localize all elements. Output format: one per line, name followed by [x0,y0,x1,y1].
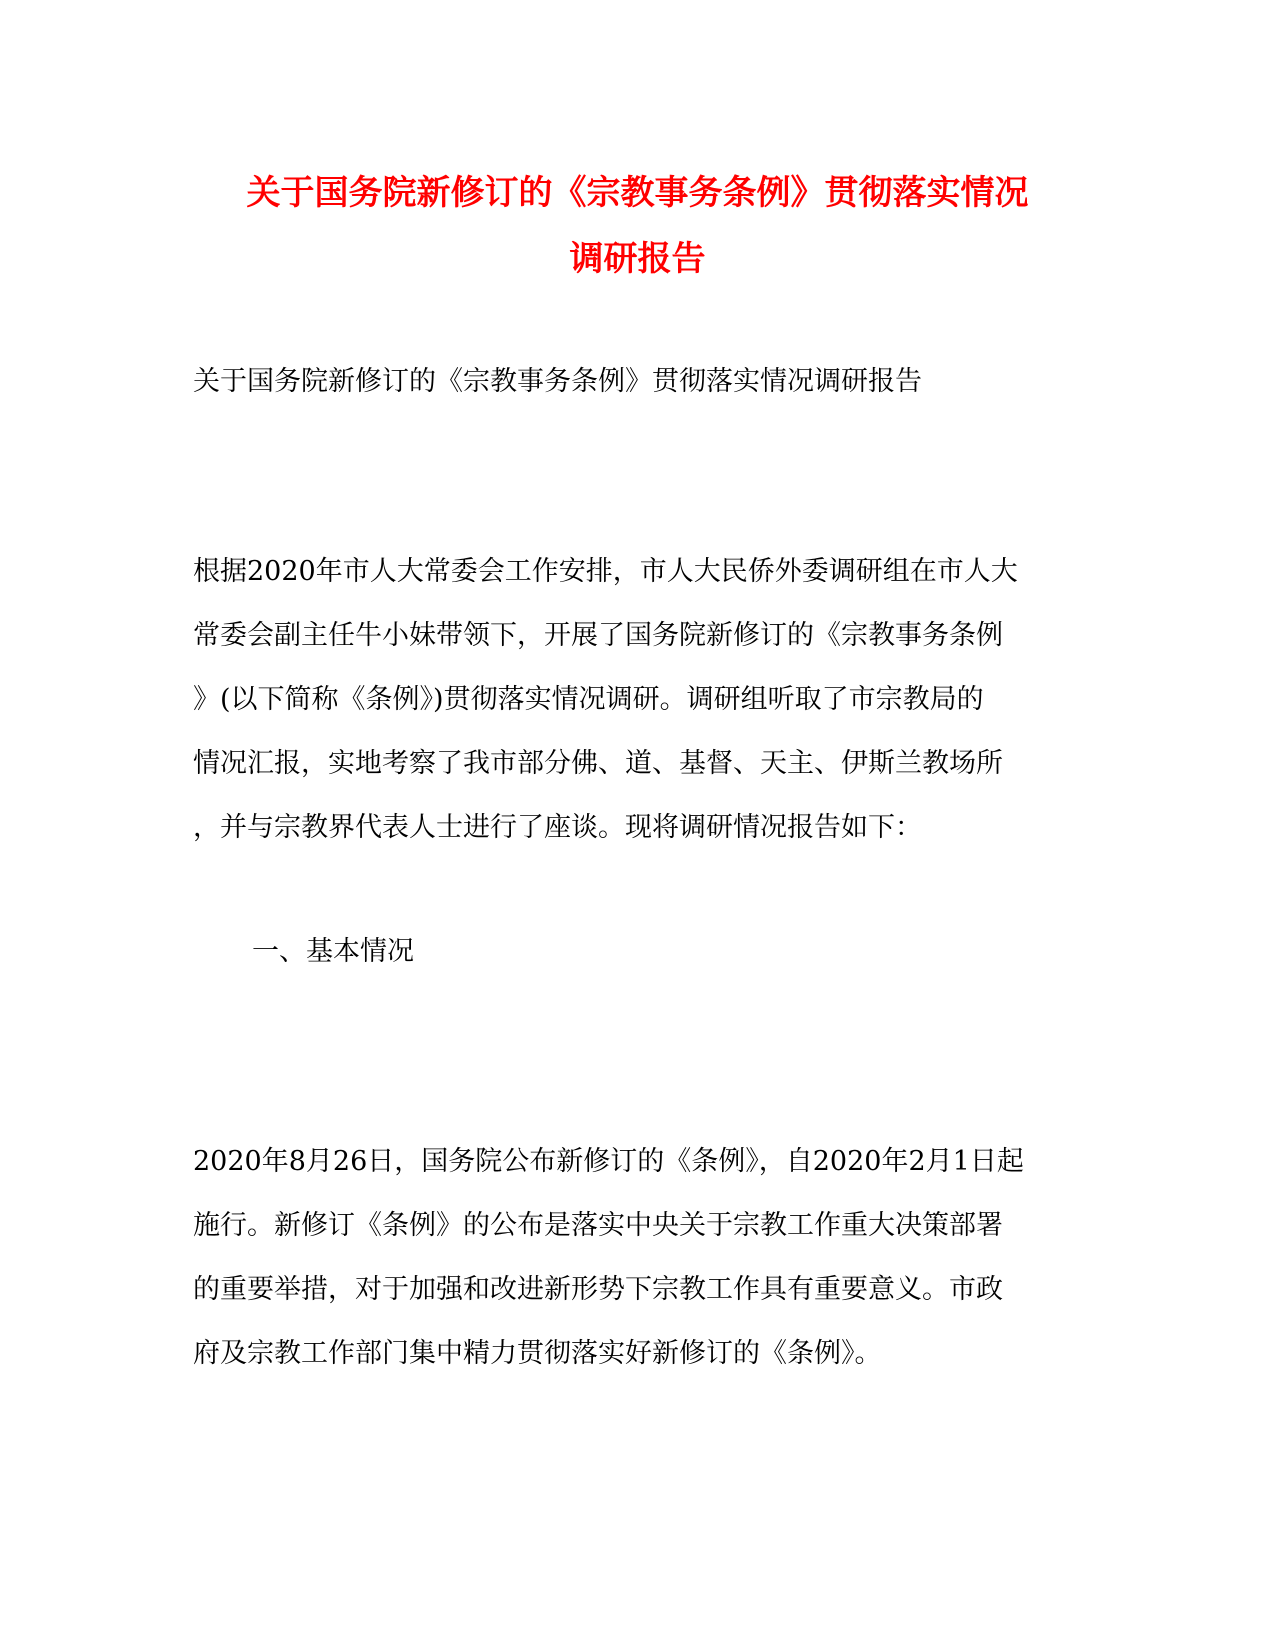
paragraph-line: 的重要举措，对于加强和改进新形势下宗教工作具有重要意义。市政 [193,1274,1003,1305]
paragraph-line: 根据2020年市人大常委会工作安排，市人大民侨外委调研组在市人大 [193,556,1018,587]
paragraph-line: ，并与宗教界代表人士进行了座谈。现将调研情况报告如下： [193,812,922,843]
paragraph-line: 施行。新修订《条例》的公布是落实中央关于宗教工作重大决策部署 [193,1210,1003,1241]
section-heading-text: 一、基本情况 [252,936,414,967]
title-line: 关于国务院新修订的《宗教事务条例》贯彻落实情况 [246,173,1029,213]
paragraph-line: 》(以下简称《条例》)贯彻落实情况调研。调研组听取了市宗教局的 [193,684,984,715]
document-title [185,160,1090,292]
document-subtitle [193,350,1073,414]
title-line: 调研报告 [569,239,706,279]
paragraph-basic-situation [193,1130,1073,1386]
paragraph-line: 2020年8月26日，国务院公布新修订的《条例》，自2020年2月1日起 [193,1146,1024,1177]
paragraph-line: 情况汇报，实地考察了我市部分佛、道、基督、天主、伊斯兰教场所 [193,748,1003,779]
paragraph-line: 常委会副主任牛小妹带领下，开展了国务院新修订的《宗教事务条例 [193,620,1003,651]
paragraph-intro [193,540,1073,860]
paragraph-line: 府及宗教工作部门集中精力贯彻落实好新修订的《条例》。 [193,1338,882,1369]
subtitle-text: 关于国务院新修订的《宗教事务条例》贯彻落实情况调研报告 [193,366,922,397]
section-heading [252,920,1132,984]
